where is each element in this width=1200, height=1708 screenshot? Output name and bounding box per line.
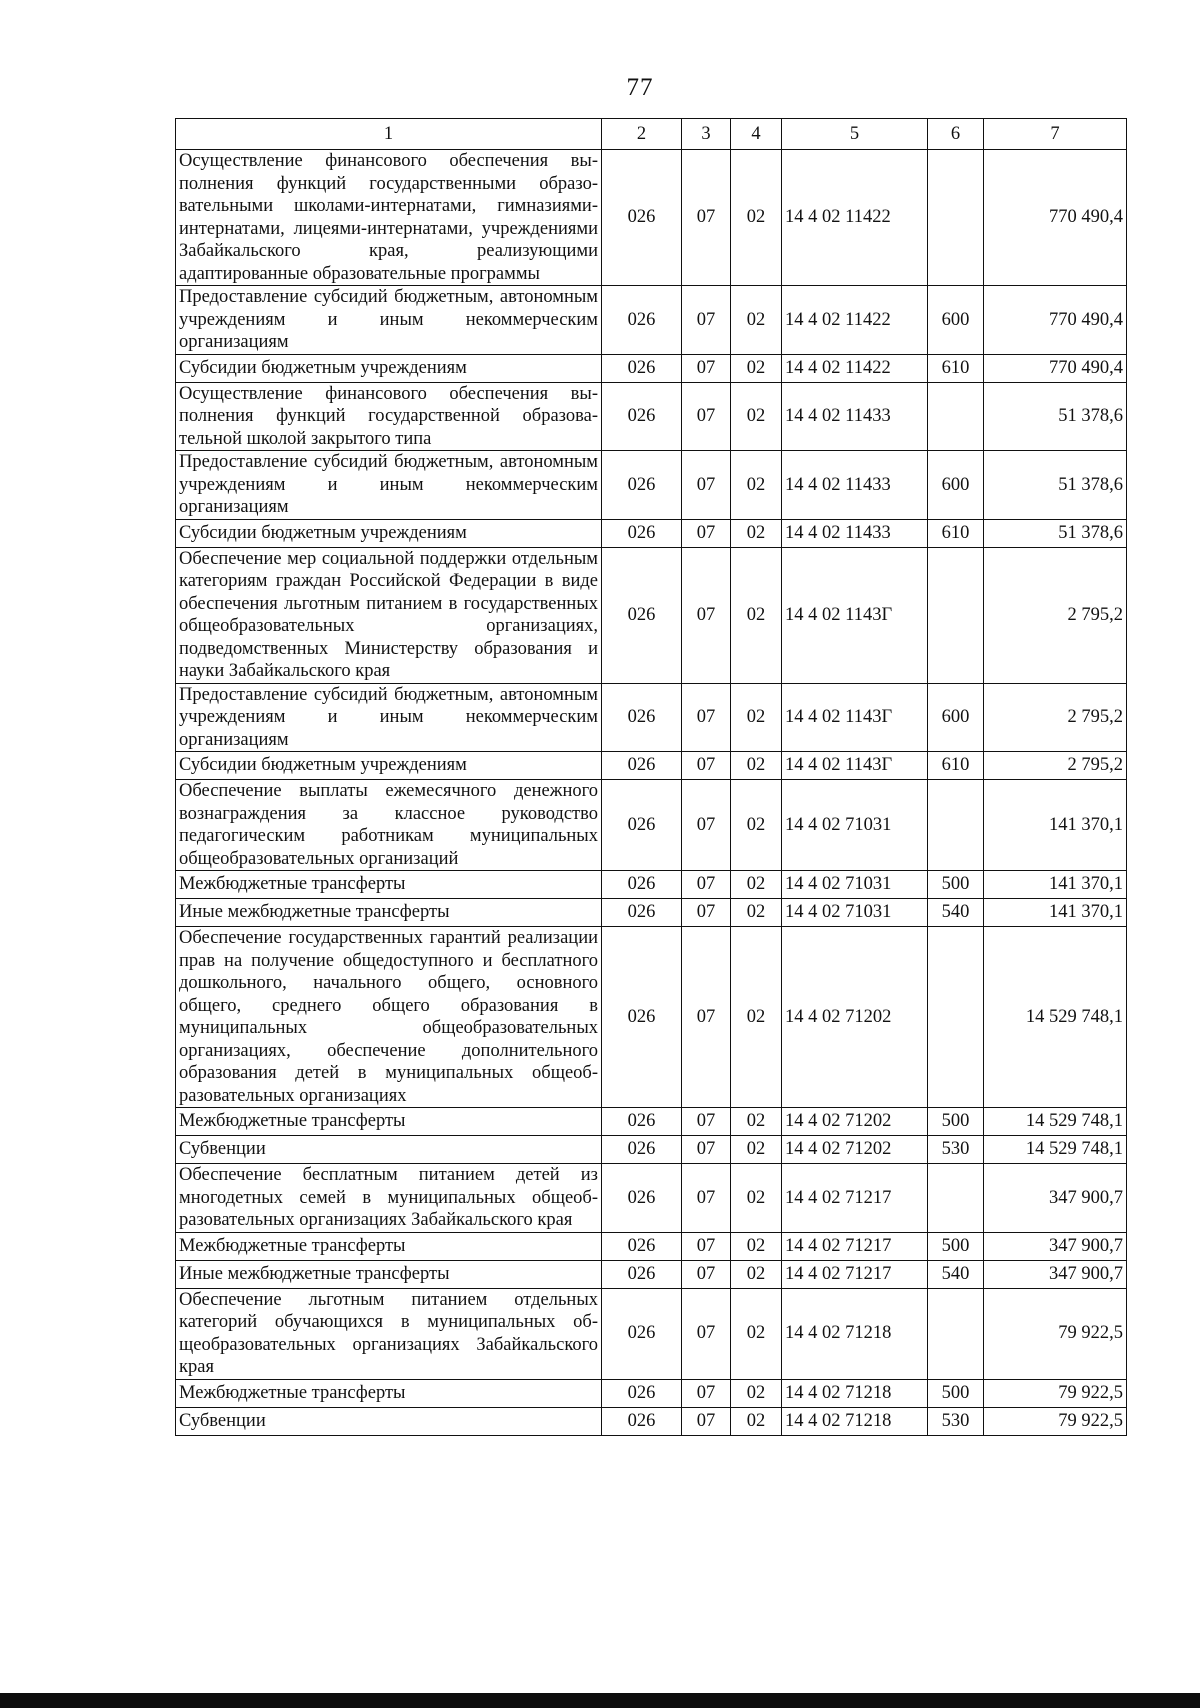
- cell-target-article: 14 4 02 11433: [782, 382, 928, 451]
- table-row: [176, 1288, 1127, 1379]
- cell-subsection-code: 02: [731, 1288, 782, 1379]
- cell-name: Иные межбюджетные трансферты: [176, 1260, 602, 1288]
- table-row: [176, 547, 1127, 683]
- table-row: [176, 354, 1127, 382]
- table-row: [176, 1164, 1127, 1233]
- scan-edge-band: [0, 1693, 1200, 1708]
- cell-expense-type: [928, 547, 984, 683]
- header-col-6: 6: [928, 119, 984, 150]
- cell-target-article: 14 4 02 71031: [782, 780, 928, 871]
- cell-amount: 79 922,5: [984, 1379, 1127, 1407]
- cell-amount: 79 922,5: [984, 1407, 1127, 1435]
- cell-subsection-code: 02: [731, 1164, 782, 1233]
- table-row: [176, 1379, 1127, 1407]
- cell-ministry-code: 026: [602, 899, 682, 927]
- cell-target-article: 14 4 02 71202: [782, 927, 928, 1108]
- cell-expense-type: 610: [928, 354, 984, 382]
- cell-ministry-code: 026: [602, 382, 682, 451]
- cell-subsection-code: 02: [731, 683, 782, 752]
- table-row: [176, 382, 1127, 451]
- cell-target-article: 14 4 02 71218: [782, 1379, 928, 1407]
- cell-amount: 141 370,1: [984, 780, 1127, 871]
- cell-ministry-code: 026: [602, 1136, 682, 1164]
- header-col-3: 3: [682, 119, 731, 150]
- cell-target-article: 14 4 02 11422: [782, 354, 928, 382]
- cell-subsection-code: 02: [731, 150, 782, 286]
- cell-expense-type: [928, 927, 984, 1108]
- cell-ministry-code: 026: [602, 927, 682, 1108]
- table-row: [176, 871, 1127, 899]
- cell-amount: 14 529 748,1: [984, 1136, 1127, 1164]
- cell-expense-type: [928, 1288, 984, 1379]
- cell-section-code: 07: [682, 1379, 731, 1407]
- budget-table: [175, 118, 1127, 1436]
- cell-target-article: 14 4 02 1143Г: [782, 752, 928, 780]
- table-row: [176, 927, 1127, 1108]
- cell-expense-type: 540: [928, 899, 984, 927]
- cell-section-code: 07: [682, 1108, 731, 1136]
- cell-target-article: 14 4 02 71031: [782, 871, 928, 899]
- cell-target-article: 14 4 02 71217: [782, 1232, 928, 1260]
- cell-name: Осуществление финансового обеспечения выполнения функций государственными образовательными школами-интернатами, гимназиями-интернатами, лицеями-интернатами, учреждениями Забайкальского края, реализующими адаптированные образовательные программы: [176, 150, 602, 286]
- cell-section-code: 07: [682, 1407, 731, 1435]
- table-row: [176, 780, 1127, 871]
- cell-amount: 51 378,6: [984, 382, 1127, 451]
- cell-target-article: 14 4 02 71218: [782, 1407, 928, 1435]
- cell-section-code: 07: [682, 519, 731, 547]
- cell-section-code: 07: [682, 927, 731, 1108]
- table-row: [176, 150, 1127, 286]
- cell-name: Субсидии бюджетным учреждениям: [176, 519, 602, 547]
- cell-subsection-code: 02: [731, 547, 782, 683]
- cell-section-code: 07: [682, 286, 731, 355]
- cell-ministry-code: 026: [602, 1379, 682, 1407]
- cell-ministry-code: 026: [602, 1164, 682, 1233]
- cell-name: Межбюджетные трансферты: [176, 1379, 602, 1407]
- cell-amount: 770 490,4: [984, 286, 1127, 355]
- cell-amount: 79 922,5: [984, 1288, 1127, 1379]
- cell-subsection-code: 02: [731, 1108, 782, 1136]
- cell-section-code: 07: [682, 150, 731, 286]
- cell-ministry-code: 026: [602, 519, 682, 547]
- cell-target-article: 14 4 02 1143Г: [782, 683, 928, 752]
- cell-target-article: 14 4 02 71217: [782, 1260, 928, 1288]
- cell-name: Обеспечение бесплатным питанием детей из многодетных семей в муниципальных общеобразовательных организациях Забайкальского края: [176, 1164, 602, 1233]
- cell-subsection-code: 02: [731, 752, 782, 780]
- cell-amount: 770 490,4: [984, 354, 1127, 382]
- cell-expense-type: 600: [928, 286, 984, 355]
- table-row: [176, 1136, 1127, 1164]
- cell-name: Обеспечение выплаты ежемесячного денежного вознаграждения за классное руководство педагогическим работникам муниципальных общеобразовательных организаций: [176, 780, 602, 871]
- cell-section-code: 07: [682, 382, 731, 451]
- header-col-1: 1: [176, 119, 602, 150]
- cell-ministry-code: 026: [602, 451, 682, 520]
- cell-name: Осуществление финансового обеспечения выполнения функций государственной образовательной школой закрытого типа: [176, 382, 602, 451]
- cell-amount: 2 795,2: [984, 547, 1127, 683]
- cell-expense-type: 500: [928, 871, 984, 899]
- cell-ministry-code: 026: [602, 1260, 682, 1288]
- cell-subsection-code: 02: [731, 1232, 782, 1260]
- cell-amount: 347 900,7: [984, 1232, 1127, 1260]
- cell-ministry-code: 026: [602, 780, 682, 871]
- cell-name: Межбюджетные трансферты: [176, 871, 602, 899]
- cell-ministry-code: 026: [602, 752, 682, 780]
- table-row: [176, 451, 1127, 520]
- cell-subsection-code: 02: [731, 451, 782, 520]
- cell-amount: 141 370,1: [984, 871, 1127, 899]
- cell-expense-type: 530: [928, 1136, 984, 1164]
- cell-subsection-code: 02: [731, 1260, 782, 1288]
- cell-section-code: 07: [682, 683, 731, 752]
- cell-expense-type: 500: [928, 1108, 984, 1136]
- cell-target-article: 14 4 02 11433: [782, 519, 928, 547]
- cell-amount: 770 490,4: [984, 150, 1127, 286]
- cell-expense-type: 600: [928, 451, 984, 520]
- cell-expense-type: [928, 150, 984, 286]
- cell-expense-type: [928, 1164, 984, 1233]
- table-row: [176, 1407, 1127, 1435]
- cell-subsection-code: 02: [731, 1407, 782, 1435]
- cell-expense-type: [928, 382, 984, 451]
- cell-ministry-code: 026: [602, 1407, 682, 1435]
- cell-section-code: 07: [682, 1288, 731, 1379]
- table-row: [176, 519, 1127, 547]
- cell-ministry-code: 026: [602, 1108, 682, 1136]
- cell-expense-type: 530: [928, 1407, 984, 1435]
- cell-section-code: 07: [682, 871, 731, 899]
- cell-target-article: 14 4 02 11422: [782, 286, 928, 355]
- cell-subsection-code: 02: [731, 1136, 782, 1164]
- cell-name: Предоставление субсидий бюджетным, автономным учреждениям и иным некоммерческим организациям: [176, 286, 602, 355]
- cell-section-code: 07: [682, 451, 731, 520]
- cell-amount: 347 900,7: [984, 1260, 1127, 1288]
- cell-section-code: 07: [682, 1260, 731, 1288]
- cell-section-code: 07: [682, 899, 731, 927]
- table-header-row: [176, 119, 1127, 150]
- table-row: [176, 752, 1127, 780]
- cell-subsection-code: 02: [731, 382, 782, 451]
- cell-ministry-code: 026: [602, 547, 682, 683]
- cell-expense-type: [928, 780, 984, 871]
- cell-target-article: 14 4 02 71202: [782, 1136, 928, 1164]
- header-col-2: 2: [602, 119, 682, 150]
- cell-amount: 347 900,7: [984, 1164, 1127, 1233]
- cell-name: Предоставление субсидий бюджетным, автономным учреждениям и иным некоммерческим организациям: [176, 683, 602, 752]
- cell-ministry-code: 026: [602, 354, 682, 382]
- cell-amount: 14 529 748,1: [984, 1108, 1127, 1136]
- cell-amount: 51 378,6: [984, 519, 1127, 547]
- cell-subsection-code: 02: [731, 354, 782, 382]
- cell-section-code: 07: [682, 752, 731, 780]
- cell-subsection-code: 02: [731, 927, 782, 1108]
- cell-subsection-code: 02: [731, 286, 782, 355]
- cell-expense-type: 610: [928, 752, 984, 780]
- cell-section-code: 07: [682, 1164, 731, 1233]
- cell-name: Субсидии бюджетным учреждениям: [176, 752, 602, 780]
- cell-subsection-code: 02: [731, 519, 782, 547]
- cell-ministry-code: 026: [602, 1232, 682, 1260]
- cell-ministry-code: 026: [602, 286, 682, 355]
- header-col-7: 7: [984, 119, 1127, 150]
- table-body: [176, 150, 1127, 1436]
- cell-name: Межбюджетные трансферты: [176, 1108, 602, 1136]
- cell-name: Обеспечение мер социальной поддержки отдельным категориям граждан Российской Федерации в виде обеспечения льготным питанием в государственных общеобразовательных организациях, подведомственных Министерству образования и науки Забайкальского края: [176, 547, 602, 683]
- table-row: [176, 1232, 1127, 1260]
- cell-ministry-code: 026: [602, 871, 682, 899]
- cell-amount: 51 378,6: [984, 451, 1127, 520]
- table-row: [176, 1260, 1127, 1288]
- cell-amount: 14 529 748,1: [984, 927, 1127, 1108]
- cell-amount: 2 795,2: [984, 752, 1127, 780]
- cell-expense-type: 500: [928, 1232, 984, 1260]
- cell-name: Межбюджетные трансферты: [176, 1232, 602, 1260]
- cell-name: Обеспечение государственных гарантий реализации прав на получение общедоступного и бесплатного дошкольного, начального общего, основного общего, среднего общего образования в муниципальных общеобразовательных организациях, обеспечение дополнительного образования детей в муниципальных общеобразовательных организациях: [176, 927, 602, 1108]
- cell-ministry-code: 026: [602, 1288, 682, 1379]
- cell-name: Субвенции: [176, 1407, 602, 1435]
- cell-name: Субсидии бюджетным учреждениям: [176, 354, 602, 382]
- table-row: [176, 899, 1127, 927]
- table-row: [176, 683, 1127, 752]
- cell-section-code: 07: [682, 1232, 731, 1260]
- header-col-4: 4: [731, 119, 782, 150]
- cell-ministry-code: 026: [602, 683, 682, 752]
- cell-target-article: 14 4 02 71202: [782, 1108, 928, 1136]
- cell-subsection-code: 02: [731, 1379, 782, 1407]
- cell-amount: 2 795,2: [984, 683, 1127, 752]
- cell-expense-type: 540: [928, 1260, 984, 1288]
- cell-target-article: 14 4 02 1143Г: [782, 547, 928, 683]
- table-row: [176, 286, 1127, 355]
- cell-subsection-code: 02: [731, 899, 782, 927]
- cell-target-article: 14 4 02 71217: [782, 1164, 928, 1233]
- cell-subsection-code: 02: [731, 780, 782, 871]
- page-number: 77: [626, 74, 654, 101]
- cell-name: Обеспечение льготным питанием отдельных категорий обучающихся в муниципальных общеобразовательных организациях Забайкальского края: [176, 1288, 602, 1379]
- cell-section-code: 07: [682, 547, 731, 683]
- cell-ministry-code: 026: [602, 150, 682, 286]
- cell-target-article: 14 4 02 11433: [782, 451, 928, 520]
- cell-section-code: 07: [682, 780, 731, 871]
- cell-name: Субвенции: [176, 1136, 602, 1164]
- cell-expense-type: 610: [928, 519, 984, 547]
- cell-expense-type: 600: [928, 683, 984, 752]
- cell-section-code: 07: [682, 1136, 731, 1164]
- cell-amount: 141 370,1: [984, 899, 1127, 927]
- cell-expense-type: 500: [928, 1379, 984, 1407]
- cell-name: Иные межбюджетные трансферты: [176, 899, 602, 927]
- cell-name: Предоставление субсидий бюджетным, автономным учреждениям и иным некоммерческим организациям: [176, 451, 602, 520]
- table-row: [176, 1108, 1127, 1136]
- cell-target-article: 14 4 02 11422: [782, 150, 928, 286]
- cell-subsection-code: 02: [731, 871, 782, 899]
- header-col-5: 5: [782, 119, 928, 150]
- cell-section-code: 07: [682, 354, 731, 382]
- cell-target-article: 14 4 02 71218: [782, 1288, 928, 1379]
- cell-target-article: 14 4 02 71031: [782, 899, 928, 927]
